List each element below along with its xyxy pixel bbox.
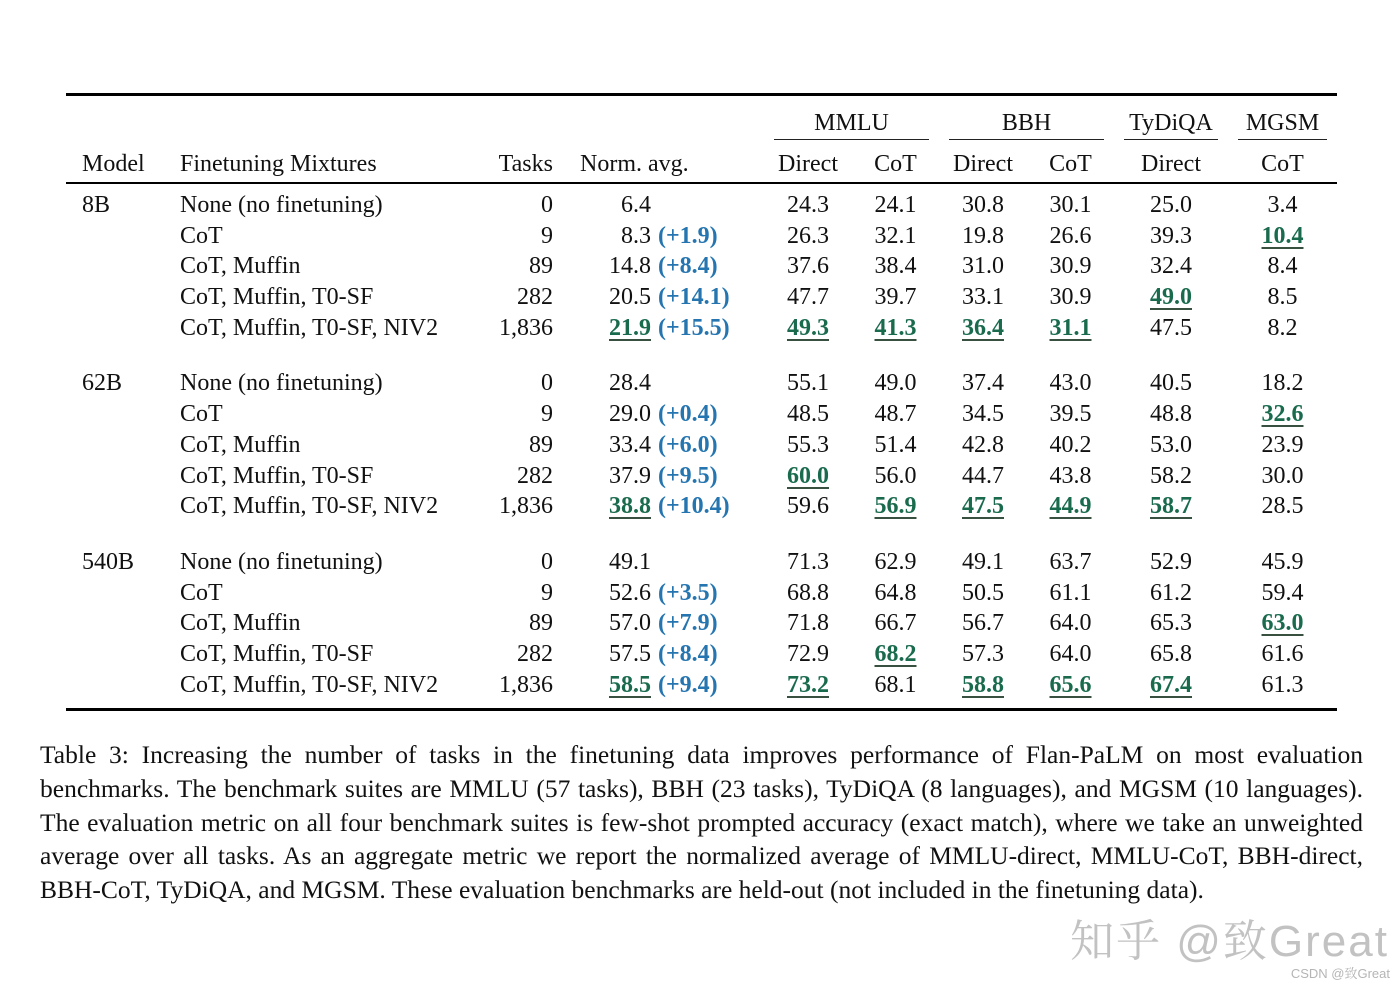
metric-value: 63.0 <box>1261 610 1304 637</box>
norm-avg-value: 8.3 <box>621 222 651 249</box>
metric-cell-bbh-cot <box>1027 430 1114 461</box>
metric-value: 57.3 <box>962 640 1004 667</box>
tasks-cell: 0 <box>541 192 553 218</box>
norm-avg-delta: (+7.9) <box>658 610 718 637</box>
metric-cell-mgsm-cot <box>1228 639 1337 670</box>
metric-value: 73.2 <box>787 671 829 698</box>
metric-value: 66.7 <box>874 610 917 637</box>
table-row <box>66 282 1337 313</box>
model-cell: 8B <box>82 192 111 218</box>
metric-value: 30.1 <box>1049 192 1092 218</box>
metric-value: 60.0 <box>787 462 829 489</box>
norm-avg-cell <box>556 251 764 282</box>
metric-cell-mgsm-cot <box>1228 608 1337 639</box>
mixture-cell: CoT, Muffin, T0-SF, NIV2 <box>180 314 439 341</box>
norm-avg-cell <box>556 313 764 344</box>
metric-cell-bbh-direct <box>939 190 1027 221</box>
metric-cell-tydiqa-direct <box>1114 399 1228 430</box>
group-header-tydiqa: TyDiQA <box>1124 110 1218 140</box>
tasks-cell: 1,836 <box>499 314 553 341</box>
metric-cell-mgsm-cot <box>1228 578 1337 609</box>
metric-cell-mgsm-cot <box>1228 313 1337 344</box>
metric-cell-bbh-direct <box>939 491 1027 522</box>
metric-cell-tydiqa-direct <box>1114 547 1228 578</box>
metric-value: 71.3 <box>787 548 829 575</box>
metric-cell-tydiqa-direct <box>1114 430 1228 461</box>
norm-avg-cell <box>556 670 764 701</box>
metric-value: 18.2 <box>1261 370 1304 397</box>
metric-cell-tydiqa-direct <box>1114 491 1228 522</box>
metric-cell-mmlu-direct <box>764 608 852 639</box>
mixture-cell: CoT, Muffin <box>180 253 301 280</box>
metric-cell-mmlu-direct <box>764 368 852 399</box>
metric-cell-tydiqa-direct <box>1114 670 1228 701</box>
metric-cell-mgsm-cot <box>1228 221 1337 252</box>
metric-cell-mmlu-direct <box>764 221 852 252</box>
col-header-tasks: Tasks <box>498 151 553 177</box>
metric-value: 44.7 <box>962 462 1004 489</box>
mixture-cell: CoT, Muffin <box>180 610 301 637</box>
metric-value: 30.9 <box>1049 253 1092 280</box>
norm-avg-cell <box>556 578 764 609</box>
metric-value: 40.5 <box>1150 370 1192 397</box>
norm-avg-value: 49.1 <box>609 548 651 575</box>
norm-avg-delta: (+8.4) <box>658 253 718 280</box>
metric-value: 49.0 <box>874 370 917 397</box>
norm-avg-delta: (+10.4) <box>658 493 730 520</box>
tasks-cell: 0 <box>541 548 553 575</box>
metric-cell-mmlu-direct <box>764 491 852 522</box>
mixture-cell: CoT, Muffin, T0-SF <box>180 640 374 667</box>
metric-cell-mgsm-cot <box>1228 430 1337 461</box>
metric-cell-bbh-cot <box>1027 547 1114 578</box>
metric-cell-mgsm-cot <box>1228 670 1337 701</box>
mixture-cell: None (no finetuning) <box>180 370 383 397</box>
metric-cell-mmlu-cot <box>852 608 939 639</box>
metric-value: 26.3 <box>787 222 829 249</box>
norm-avg-value: 14.8 <box>609 253 651 280</box>
metric-cell-bbh-direct <box>939 578 1027 609</box>
table-row <box>66 368 1337 399</box>
metric-cell-bbh-direct <box>939 282 1027 313</box>
metric-value: 56.9 <box>874 493 917 520</box>
norm-avg-delta: (+8.4) <box>658 640 718 667</box>
mixture-cell: CoT <box>180 579 223 606</box>
col-header-mgsm-cot: CoT <box>1261 151 1304 177</box>
metric-cell-bbh-cot <box>1027 282 1114 313</box>
metric-value: 50.5 <box>962 579 1004 606</box>
metric-value: 59.6 <box>787 493 829 520</box>
metric-cell-mmlu-cot <box>852 190 939 221</box>
metric-value: 45.9 <box>1261 548 1304 575</box>
table-bottom-rule <box>66 708 1337 711</box>
metric-cell-bbh-direct <box>939 368 1027 399</box>
tasks-cell: 9 <box>541 579 553 606</box>
metric-value: 49.1 <box>962 548 1004 575</box>
metric-value: 43.8 <box>1049 462 1092 489</box>
metric-cell-mmlu-cot <box>852 461 939 492</box>
metric-value: 56.0 <box>874 462 917 489</box>
metric-cell-bbh-direct <box>939 313 1027 344</box>
tasks-cell: 89 <box>529 610 553 637</box>
metric-cell-mmlu-direct <box>764 461 852 492</box>
mixture-cell: CoT, Muffin, T0-SF, NIV2 <box>180 493 439 520</box>
metric-value: 55.3 <box>787 431 829 458</box>
col-header-bbh-direct: Direct <box>953 151 1013 177</box>
metric-value: 8.4 <box>1267 253 1298 280</box>
metric-cell-bbh-cot <box>1027 670 1114 701</box>
metric-value: 44.9 <box>1049 493 1092 520</box>
norm-avg-cell <box>556 461 764 492</box>
metric-cell-bbh-cot <box>1027 313 1114 344</box>
metric-value: 64.0 <box>1049 640 1092 667</box>
metric-value: 8.5 <box>1267 284 1298 311</box>
col-header-bbh-cot: CoT <box>1049 151 1092 177</box>
metric-value: 56.7 <box>962 610 1004 637</box>
metric-value: 48.7 <box>874 401 917 428</box>
metric-cell-mmlu-direct <box>764 578 852 609</box>
metric-value: 38.4 <box>874 253 917 280</box>
norm-avg-value: 6.4 <box>621 192 651 218</box>
metric-value: 43.0 <box>1049 370 1092 397</box>
metric-value: 26.6 <box>1049 222 1092 249</box>
metric-cell-tydiqa-direct <box>1114 313 1228 344</box>
metric-value: 31.1 <box>1049 314 1092 341</box>
metric-cell-mmlu-cot <box>852 399 939 430</box>
metric-cell-tydiqa-direct <box>1114 639 1228 670</box>
norm-avg-cell <box>556 368 764 399</box>
metric-cell-mgsm-cot <box>1228 190 1337 221</box>
norm-avg-cell <box>556 282 764 313</box>
metric-cell-bbh-direct <box>939 547 1027 578</box>
table-row <box>66 190 1337 221</box>
metric-value: 58.8 <box>962 671 1004 698</box>
table-body <box>66 184 1337 708</box>
table-row <box>66 251 1337 282</box>
metric-value: 39.7 <box>874 284 917 311</box>
norm-avg-value: 21.9 <box>609 314 651 341</box>
metric-cell-bbh-cot <box>1027 251 1114 282</box>
norm-avg-value: 28.4 <box>609 370 651 397</box>
norm-avg-delta: (+1.9) <box>658 222 718 249</box>
metric-value: 32.4 <box>1150 253 1192 280</box>
metric-cell-mmlu-cot <box>852 313 939 344</box>
norm-avg-value: 57.5 <box>609 640 651 667</box>
metric-value: 24.1 <box>874 192 917 218</box>
group-header-bbh: BBH <box>949 110 1104 140</box>
norm-avg-value: 29.0 <box>609 401 651 428</box>
metric-value: 64.8 <box>874 579 917 606</box>
model-group-540b <box>66 547 1337 700</box>
metric-cell-bbh-direct <box>939 670 1027 701</box>
metric-cell-mmlu-cot <box>852 221 939 252</box>
metric-value: 30.0 <box>1261 462 1304 489</box>
table-row <box>66 399 1337 430</box>
table-row <box>66 670 1337 701</box>
norm-avg-cell <box>556 608 764 639</box>
metric-cell-mmlu-direct <box>764 430 852 461</box>
norm-avg-value: 58.5 <box>609 671 651 698</box>
metric-value: 63.7 <box>1049 548 1092 575</box>
metric-value: 67.4 <box>1150 671 1192 698</box>
col-header-mmlu-cot: CoT <box>874 151 917 177</box>
csdn-watermark: CSDN @致Great <box>1290 966 1390 981</box>
metric-value: 34.5 <box>962 401 1004 428</box>
norm-avg-delta: (+15.5) <box>658 314 730 341</box>
norm-avg-delta: (+9.4) <box>658 671 718 698</box>
metric-cell-mgsm-cot <box>1228 282 1337 313</box>
norm-avg-cell <box>556 491 764 522</box>
tasks-cell: 282 <box>517 284 553 311</box>
metric-cell-mgsm-cot <box>1228 399 1337 430</box>
norm-avg-value: 20.5 <box>609 284 651 311</box>
metric-cell-mmlu-direct <box>764 639 852 670</box>
tasks-cell: 89 <box>529 431 553 458</box>
metric-value: 30.9 <box>1049 284 1092 311</box>
metric-value: 61.1 <box>1049 579 1092 606</box>
metric-value: 33.1 <box>962 284 1004 311</box>
metric-value: 71.8 <box>787 610 829 637</box>
table-column-header-row <box>66 140 1337 182</box>
norm-avg-cell <box>556 639 764 670</box>
col-header-finetuning-mixtures: Finetuning Mixtures <box>180 151 377 177</box>
metric-cell-bbh-direct <box>939 221 1027 252</box>
metric-value: 40.2 <box>1049 431 1092 458</box>
metric-value: 55.1 <box>787 370 829 397</box>
metric-value: 48.8 <box>1150 401 1192 428</box>
metric-cell-mgsm-cot <box>1228 251 1337 282</box>
table-row <box>66 491 1337 522</box>
tasks-cell: 9 <box>541 401 553 428</box>
table-row <box>66 547 1337 578</box>
norm-avg-value: 33.4 <box>609 431 651 458</box>
metric-value: 48.5 <box>787 401 829 428</box>
metric-cell-bbh-cot <box>1027 578 1114 609</box>
metric-value: 52.9 <box>1150 548 1192 575</box>
norm-avg-delta: (+6.0) <box>658 431 718 458</box>
metric-cell-tydiqa-direct <box>1114 251 1228 282</box>
metric-cell-bbh-cot <box>1027 221 1114 252</box>
norm-avg-value: 37.9 <box>609 462 651 489</box>
metric-cell-tydiqa-direct <box>1114 578 1228 609</box>
metric-value: 72.9 <box>787 640 829 667</box>
metric-value: 65.8 <box>1150 640 1192 667</box>
metric-value: 39.5 <box>1049 401 1092 428</box>
metric-cell-mmlu-cot <box>852 251 939 282</box>
norm-avg-delta: (+0.4) <box>658 401 718 428</box>
table-row <box>66 608 1337 639</box>
metric-cell-bbh-cot <box>1027 461 1114 492</box>
mixture-cell: CoT <box>180 222 223 249</box>
metric-value: 61.3 <box>1261 671 1304 698</box>
metric-value: 47.5 <box>1150 314 1192 341</box>
metric-cell-bbh-cot <box>1027 491 1114 522</box>
metric-cell-bbh-direct <box>939 461 1027 492</box>
metric-value: 61.6 <box>1261 640 1304 667</box>
metric-value: 51.4 <box>874 431 917 458</box>
tasks-cell: 1,836 <box>499 671 553 698</box>
metric-value: 49.3 <box>787 314 829 341</box>
metric-cell-tydiqa-direct <box>1114 221 1228 252</box>
metric-value: 32.1 <box>874 222 917 249</box>
mixture-cell: None (no finetuning) <box>180 548 383 575</box>
table-row <box>66 639 1337 670</box>
model-group-62b <box>66 368 1337 521</box>
mixture-cell: CoT, Muffin, T0-SF <box>180 462 374 489</box>
tasks-cell: 1,836 <box>499 493 553 520</box>
tasks-cell: 282 <box>517 462 553 489</box>
metric-cell-mmlu-cot <box>852 670 939 701</box>
metric-cell-tydiqa-direct <box>1114 190 1228 221</box>
metric-value: 68.8 <box>787 579 829 606</box>
metric-value: 68.2 <box>874 640 917 667</box>
metric-cell-bbh-direct <box>939 399 1027 430</box>
tasks-cell: 89 <box>529 253 553 280</box>
col-header-mmlu-direct: Direct <box>778 151 838 177</box>
mixture-cell: CoT, Muffin, T0-SF <box>180 284 374 311</box>
metric-value: 8.2 <box>1267 314 1298 341</box>
metric-value: 30.8 <box>962 192 1004 218</box>
metric-value: 31.0 <box>962 253 1004 280</box>
table-row <box>66 221 1337 252</box>
metric-cell-mmlu-direct <box>764 399 852 430</box>
table-row <box>66 313 1337 344</box>
metric-value: 64.0 <box>1049 610 1092 637</box>
metric-value: 42.8 <box>962 431 1004 458</box>
metric-cell-mmlu-cot <box>852 491 939 522</box>
mixture-cell: CoT, Muffin <box>180 431 301 458</box>
metric-cell-tydiqa-direct <box>1114 368 1228 399</box>
metric-value: 47.7 <box>787 284 829 311</box>
metric-value: 3.4 <box>1267 192 1298 218</box>
metric-value: 41.3 <box>874 314 917 341</box>
metric-cell-mgsm-cot <box>1228 547 1337 578</box>
metric-cell-mmlu-direct <box>764 190 852 221</box>
model-cell: 62B <box>82 370 123 397</box>
metric-cell-mmlu-direct <box>764 282 852 313</box>
metric-value: 53.0 <box>1150 431 1192 458</box>
tasks-cell: 282 <box>517 640 553 667</box>
table-row <box>66 430 1337 461</box>
metric-cell-bbh-cot <box>1027 639 1114 670</box>
metric-value: 19.8 <box>962 222 1004 249</box>
metric-value: 39.3 <box>1150 222 1192 249</box>
metric-value: 28.5 <box>1261 493 1304 520</box>
norm-avg-cell <box>556 221 764 252</box>
group-header-mgsm: MGSM <box>1238 110 1327 140</box>
table-row <box>66 461 1337 492</box>
metric-cell-tydiqa-direct <box>1114 282 1228 313</box>
norm-avg-value: 52.6 <box>609 579 651 606</box>
metric-cell-mmlu-direct <box>764 670 852 701</box>
mixture-cell: CoT, Muffin, T0-SF, NIV2 <box>180 671 439 698</box>
norm-avg-delta: (+14.1) <box>658 284 730 311</box>
group-header-mmlu: MMLU <box>774 110 929 140</box>
metric-cell-tydiqa-direct <box>1114 461 1228 492</box>
table-row <box>66 578 1337 609</box>
metric-value: 32.6 <box>1261 401 1304 428</box>
metric-cell-mmlu-cot <box>852 547 939 578</box>
metric-value: 59.4 <box>1261 579 1304 606</box>
zhihu-watermark: 知乎 @致Great <box>1070 917 1389 966</box>
metric-value: 62.9 <box>874 548 917 575</box>
metric-cell-bbh-direct <box>939 639 1027 670</box>
tasks-cell: 0 <box>541 370 553 397</box>
metric-value: 36.4 <box>962 314 1004 341</box>
metric-cell-mmlu-cot <box>852 282 939 313</box>
table-group-header-row <box>66 96 1337 140</box>
metric-value: 10.4 <box>1261 222 1304 249</box>
mixture-cell: CoT <box>180 401 223 428</box>
metric-cell-mmlu-direct <box>764 251 852 282</box>
metric-cell-bbh-direct <box>939 430 1027 461</box>
norm-avg-cell <box>556 190 764 221</box>
metric-cell-mmlu-cot <box>852 578 939 609</box>
metric-cell-bbh-cot <box>1027 368 1114 399</box>
metric-cell-mmlu-cot <box>852 368 939 399</box>
norm-avg-delta: (+9.5) <box>658 462 718 489</box>
metric-cell-bbh-cot <box>1027 190 1114 221</box>
metric-value: 61.2 <box>1150 579 1192 606</box>
tasks-cell: 9 <box>541 222 553 249</box>
metric-value: 25.0 <box>1150 192 1192 218</box>
metric-value: 23.9 <box>1261 431 1304 458</box>
metric-cell-mmlu-cot <box>852 639 939 670</box>
norm-avg-value: 38.8 <box>609 493 651 520</box>
metric-value: 58.7 <box>1150 493 1192 520</box>
norm-avg-delta: (+3.5) <box>658 579 718 606</box>
metric-cell-mmlu-direct <box>764 313 852 344</box>
norm-avg-cell <box>556 430 764 461</box>
results-table <box>66 93 1337 711</box>
norm-avg-cell <box>556 547 764 578</box>
metric-cell-bbh-direct <box>939 608 1027 639</box>
table-caption: Table 3: Increasing the number of tasks in the finetuning data improves performance of Flan-PaLM on most evaluation benchmarks. The benchmark suites are MMLU (57 tasks), BBH (23 tasks), TyDiQA (8 languages), and MGSM (10 languages). The evaluation metric on all four benchmark suites is few-shot prompted accuracy (exact match), where we take an unweighted average over all tasks. As an aggregate metric we report the normalized average of MMLU-direct, MMLU-CoT, BBH-direct, BBH-CoT, TyDiQA, and MGSM. These evaluation benchmarks are held-out (not included in the finetuning data). <box>40 740 1363 905</box>
metric-value: 47.5 <box>962 493 1004 520</box>
norm-avg-cell <box>556 399 764 430</box>
col-header-model: Model <box>82 151 145 177</box>
metric-value: 37.6 <box>787 253 829 280</box>
col-header-tydiqa-direct: Direct <box>1141 151 1201 177</box>
metric-value: 58.2 <box>1150 462 1192 489</box>
norm-avg-value: 57.0 <box>609 610 651 637</box>
metric-value: 24.3 <box>787 192 829 218</box>
model-cell: 540B <box>82 548 135 575</box>
metric-cell-bbh-direct <box>939 251 1027 282</box>
metric-cell-mmlu-cot <box>852 430 939 461</box>
metric-value: 65.6 <box>1049 671 1092 698</box>
metric-value: 68.1 <box>874 671 917 698</box>
metric-value: 37.4 <box>962 370 1004 397</box>
metric-cell-mgsm-cot <box>1228 491 1337 522</box>
metric-cell-mmlu-direct <box>764 547 852 578</box>
metric-cell-mgsm-cot <box>1228 368 1337 399</box>
mixture-cell: None (no finetuning) <box>180 192 383 218</box>
metric-cell-tydiqa-direct <box>1114 608 1228 639</box>
col-header-norm-avg: Norm. avg. <box>580 151 689 177</box>
metric-cell-bbh-cot <box>1027 399 1114 430</box>
metric-value: 49.0 <box>1150 284 1192 311</box>
model-group-8b <box>66 190 1337 343</box>
metric-value: 65.3 <box>1150 610 1192 637</box>
metric-cell-mgsm-cot <box>1228 461 1337 492</box>
metric-cell-bbh-cot <box>1027 608 1114 639</box>
